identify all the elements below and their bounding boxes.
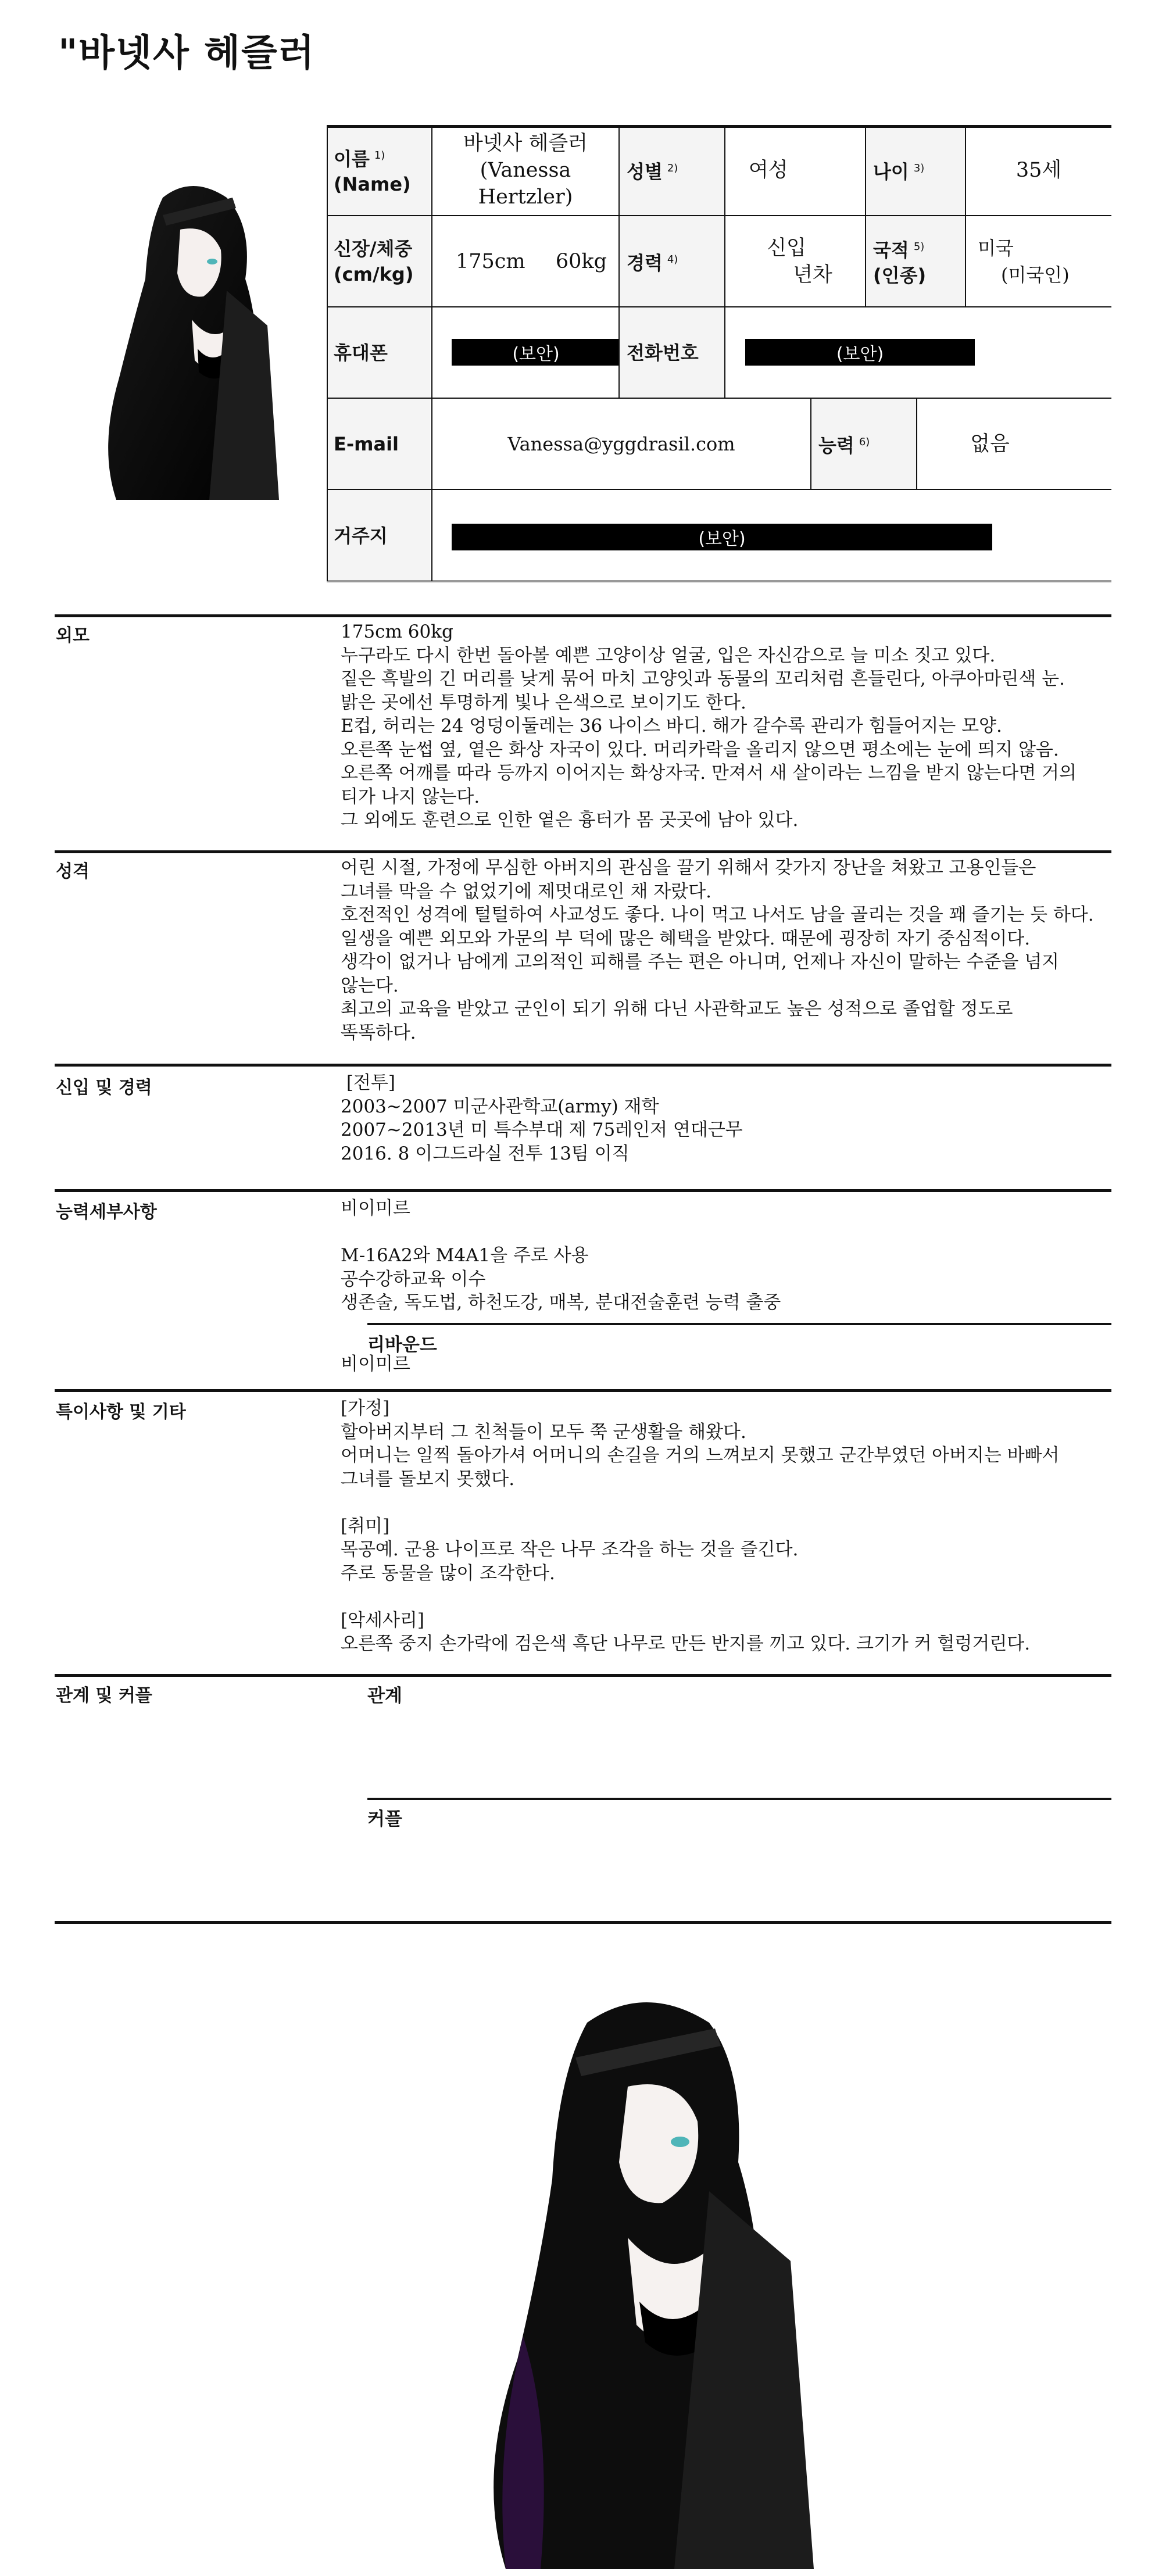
relation-sub-label: 관계 (367, 1686, 402, 1706)
page-title: "바넷사 헤즐러 (58, 32, 316, 75)
table-rule (965, 125, 966, 306)
nationality-label: 국적 $^{5)}$ (인종) (866, 216, 965, 306)
mobile-redacted: (보안) (452, 339, 620, 366)
nationality-value: 미국 (미국인) (978, 237, 1070, 286)
career-history-text: [전투] 2003~2007 미군사관학교(army) 재학 2007~2013년 미 특수부대 제 75레인저 연대근무 2016. 8 이그드라실 전투 13팀 이직 (341, 1072, 743, 1164)
character-portrait-large (453, 1988, 825, 2569)
height-weight-value: 175cm 60kg (456, 249, 607, 273)
ability-label: 능력 $^{6)}$ (811, 399, 916, 489)
section-divider (55, 1921, 1111, 1924)
ability-detail-text: 비이미르 M-16A2와 M4A1을 주로 사용 공수강하교육 이수 생존술, 독도법, 하천도강, 매복, 분대전술훈련 능력 출중 (341, 1198, 781, 1313)
age-label: 나이 $^{3)}$ (866, 125, 965, 215)
table-rule (327, 215, 1111, 216)
email-value: Vanessa@yggdrasil.com (507, 432, 735, 455)
rebound-text: 비이미르 (341, 1354, 410, 1375)
career-history-label: 신입 및 경력 (56, 1078, 152, 1098)
email-label: E-mail (327, 399, 430, 489)
age-value: 35세 (1015, 158, 1062, 182)
subsection-divider (367, 1323, 1111, 1325)
section-divider (55, 1189, 1111, 1192)
career-value: 신입 년차 (767, 236, 832, 287)
height-weight-label: 신장/체중 (cm/kg) (327, 216, 430, 306)
table-rule (327, 398, 1111, 399)
appearance-text: 175cm 60kg 누구라도 다시 한번 돌아볼 예쁜 고양이상 얼굴, 입은 자신감으로 늘 미소 짓고 있다. 짙은 흑발의 긴 머리를 낮게 묶어 마치 고양잇과 동물의 꼬리처럼 흔들린다, 아쿠아마린색 눈. 밝은 곳에선 투명하게 빛나 은색으로 보이기도 한다. E컵, 허리는 24 엉덩이둘레는 36 나이스 바디. 해가 갈수록 관리가 힘들어지는 모양. 오른쪽 눈썹 옆, 옅은 화상 자국이 있다. 머리카락을 올리지 않으면 평소에는 눈에 띄지 않음. 오른쪽 어깨를 따라 등까지 이어지는 화상자국. 만져서 새 살이라는 느낌을 받지 않는다면 거의 티가 나지 않는다. 그 외에도 훈련으로 인한 옅은 흉터가 몸 곳곳에 남아 있다. (341, 621, 1077, 831)
notes-label: 특이사항 및 기타 (56, 1402, 186, 1422)
gender-label: 성별 $^{2)}$ (620, 125, 724, 215)
gender-value: 여성 (749, 158, 788, 182)
couple-sub-label: 커플 (367, 1809, 402, 1830)
name-label: 이름 $^{1)}$ (Name) (327, 125, 430, 215)
table-rule (865, 125, 866, 306)
ability-detail-label: 능력세부사항 (56, 1202, 157, 1222)
name-value: 바넷사 헤즐러 (Vanessa Hertzler) (463, 131, 588, 209)
subsection-divider (367, 1798, 1111, 1800)
address-redacted: (보안) (452, 524, 992, 550)
section-divider (55, 1674, 1111, 1677)
table-rule (810, 398, 811, 489)
table-border (327, 125, 1111, 128)
table-border (327, 580, 1111, 582)
phone-label: 전화번호 (620, 307, 724, 398)
table-rule (327, 306, 1111, 307)
table-rule (327, 125, 328, 581)
personality-text: 어린 시절, 가정에 무심한 아버지의 관심을 끌기 위해서 갖가지 장난을 쳐왔고 고용인들은 그녀를 막을 수 없었기에 제멋대로인 채 자랐다. 호전적인 성격에 털털하여 사교성도 좋다. 나이 먹고 나서도 남을 골리는 것을 꽤 즐기는 듯 하다. 일생을 예쁜 외모와 가문의 부 덕에 많은 혜택을 받았다. 때문에 굉장히 자기 중심적이다. 생각이 없거나 남에게 고의적인 피해를 주는 편은 아니며, 언제나 자신이 말하는 수준을 넘지 않는다. 최고의 교육을 받았고 군인이 되기 위해 다닌 사관학교도 높은 성적으로 졸업할 정도로 똑똑하다. (341, 857, 1094, 1043)
relations-label: 관계 및 커플 (56, 1686, 152, 1706)
phone-redacted: (보안) (745, 339, 975, 366)
section-divider (55, 614, 1111, 617)
table-rule (618, 125, 620, 398)
appearance-label: 외모 (56, 625, 90, 646)
table-rule (327, 489, 1111, 490)
section-divider (55, 1389, 1111, 1392)
career-label: 경력 $^{4)}$ (620, 216, 724, 306)
section-divider (55, 1064, 1111, 1067)
profile-table (327, 125, 1111, 582)
ability-value: 없음 (970, 432, 1010, 456)
table-rule (431, 125, 432, 581)
personality-label: 성격 (56, 861, 90, 882)
notes-text: [가정] 할아버지부터 그 친척들이 모두 쭉 군생활을 해왔다. 어머니는 일찍 돌아가셔 어머니의 손길을 거의 느껴보지 못했고 군간부였던 아버지는 바빠서 그녀를 돌보지 못했다. [취미] 목공예. 군용 나이프로 작은 나무 조각을 하는 것을 즐긴다. 주로 동물을 많이 조각한다. [악세사리] 오른쪽 중지 손가락에 검은색 흑단 나무로 만든 반지를 끼고 있다. 크기가 커 헐렁거린다. (341, 1398, 1060, 1654)
address-label: 거주지 (327, 490, 430, 581)
section-divider (55, 850, 1111, 853)
table-rule (724, 125, 725, 398)
mobile-label: 휴대폰 (327, 307, 430, 398)
table-rule (916, 398, 917, 489)
character-portrait-small (93, 174, 291, 500)
rebound-label: 리바운드 (367, 1334, 437, 1355)
